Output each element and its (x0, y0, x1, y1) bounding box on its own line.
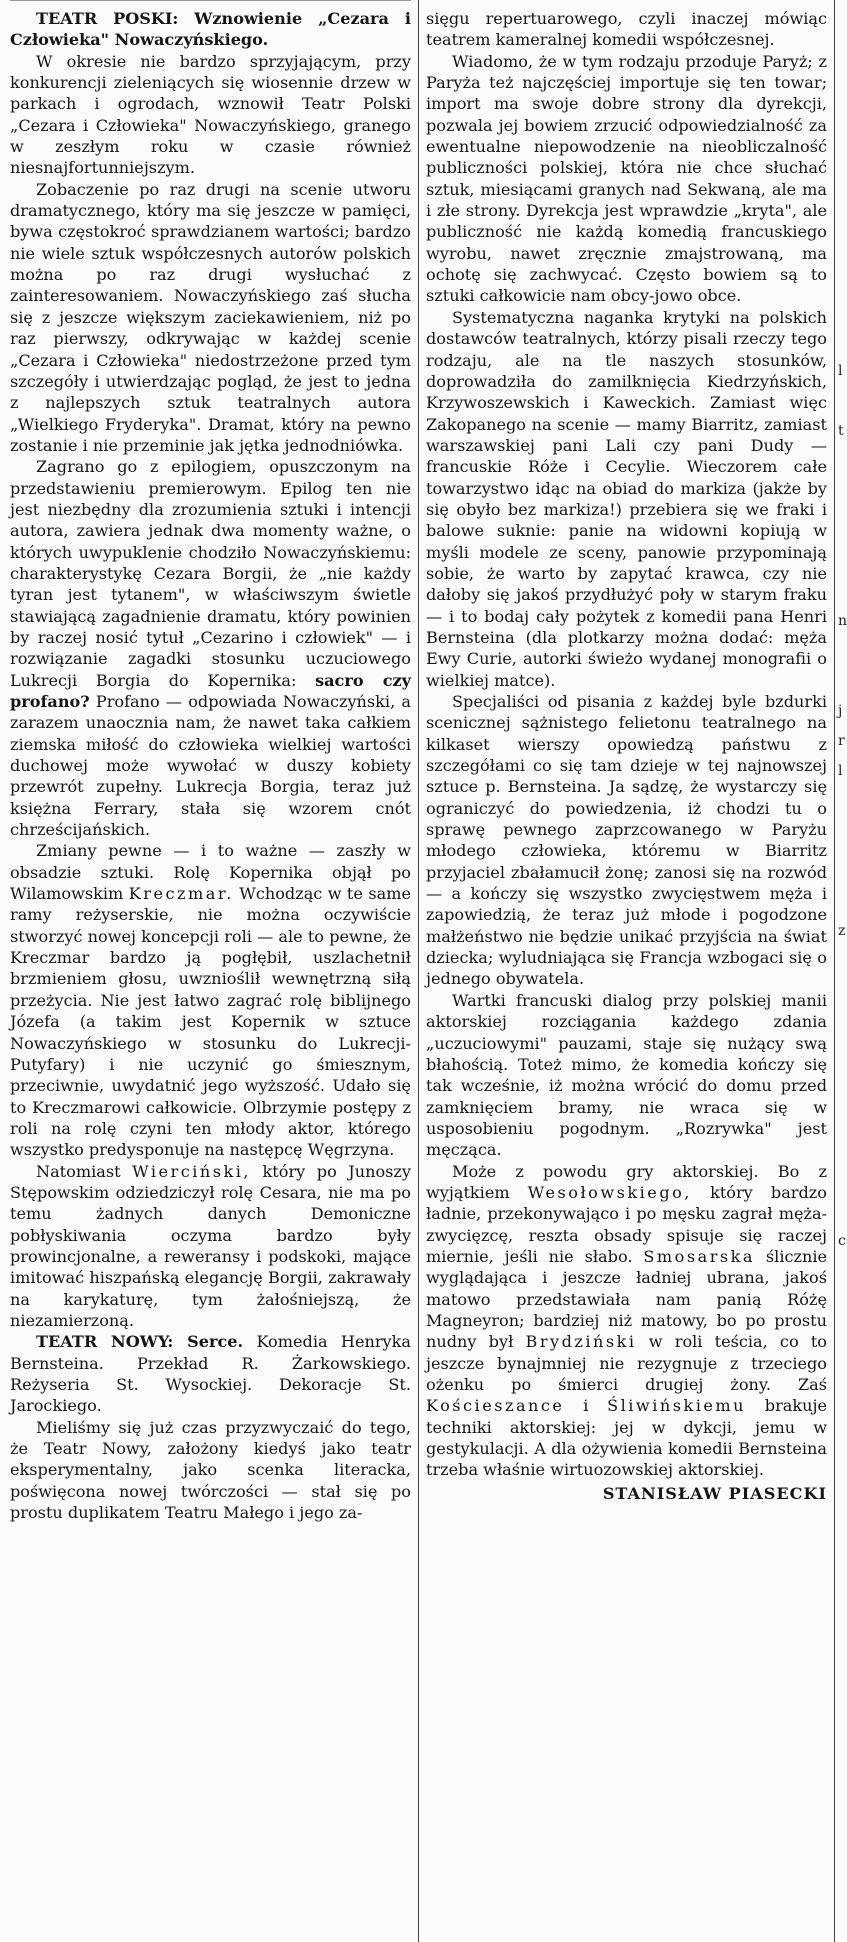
text-run: który bardzo ładnie, przekonywająco i po męsku zagrał męża-zwycięzcę, reszta obsady spisuje się raczej miernie, jeśli nie słabo. (426, 1182, 827, 1266)
edge-letter: c (838, 1233, 846, 1249)
actor-name: Wesołowskiego, (527, 1182, 692, 1202)
paragraph (10, 1161, 411, 1332)
paragraph (426, 1161, 827, 1481)
text-run: ślicznie wyglądająca i jeszcze ładniej ubrana, jakoś matowo przedstawiała nam panią Różę Magneyron; bardziej niż matowy, bo po prostu nudny był (426, 1246, 827, 1352)
edge-letter: z (838, 923, 846, 939)
text-run: Może z powodu gry aktorskiej. Bo z wyjątkiem (426, 1161, 827, 1202)
paragraph: Wiadomo, że w tym rodzaju przoduje Paryż; z Paryża też najczęściej importuje się ten towar; import ma swoje dobre strony dla dyrekcji, pozwala jej bowiem zrzucić odpowiedzialność za ewentualne niepowodzenie na nieobliczalność publiczności polskiej, która nie chce słuchać sztuk, miesiącami granych nad Sekwaną, ale ma i złe strony. Dyrekcja jest wprawdzie „kryta", ale publiczność nie każdą komedią francuskiego wyrobu, nawet zręcznie zmajstrowaną, ma ochotę się zachwycać. Często bowiem są to sztuki całkowicie nam obcy-jowo obce. (426, 51, 827, 306)
text-run: Zmiany pewne — i to ważne — zaszły w obsadzie sztuki. Rolę Kopernika objął po Wilamowskim (10, 841, 411, 904)
heading-bold: TEATR NOWY: Serce. (36, 1332, 244, 1352)
paragraph: W okresie nie bardzo sprzyjającym, przy konkurencji zieleniących się wiosennie drzew w parkach i ogrodach, wznowił Teatr Polski „Cezara i Człowieka" Nowaczyńskiego, granego w zeszłym roku w czasie również niesnajfortunniejszym. (10, 51, 411, 178)
paragraph (10, 456, 411, 840)
bold-phrase: sacro czy profano? (10, 670, 411, 711)
text-run: Komedia Henryka Bernsteina. Przekład R. Żarkowskiego. Reżyseria St. Wysockiej. Dekoracje St. Jarockiego. (10, 1332, 411, 1416)
paragraph (10, 840, 411, 1160)
edge-letter: l (838, 363, 843, 379)
column-divider (418, 0, 419, 1942)
right-column (426, 8, 827, 1936)
adjacent-column-fragment (838, 0, 847, 1942)
text-run: i (564, 1396, 608, 1416)
actor-name: Brydziński (525, 1332, 637, 1352)
text-run: Zagrano go z epilogiem, opuszczonym na przedstawieniu premierowym. Epilog ten nie jest niezbędny dla zrozumienia sztuki i intencji autora, zawiera jednak dwa momenty ważne, o których uwypuklenie chodziło Nowaczyńskiemu: charakterystykę Cezara Borgii, że „nie każdy tyran jest tytanem", w właściwszym świetle stawiającą zagadnienie dramatu, który powinien by raczej nosić tytuł „Cezarino i człowiek" — i rozwiązanie zagadki stosunku uczuciowego Lukrecji Borgia do Kopernika: (10, 457, 411, 690)
top-rule (10, 0, 411, 1)
text-run: brakuje techniki aktorskiej: jej w dykcji, jemu w gestykulacji. A dla ożywienia komedii Bernsteina trzeba właśnie wirtuozowskiej aktorskiej. (426, 1396, 827, 1480)
paragraph: Mieliśmy się już czas przyzwyczaić do tego, że Teatr Nowy, założony kiedyś jako teatr eksperymentalny, jako scenka literacka, poświęcona nowej twórczości — stał się po prostu duplikatem Teatru Małego i jego za- (10, 1417, 411, 1523)
left-column (10, 8, 411, 1936)
edge-letter: l (838, 763, 843, 779)
text-run: Profano — odpowiada Nowaczyński, a zarazem unaocznia nam, że nawet taka całkiem ziemska miłość do człowieka wielkiej wartości duchowej może wywołać w duszy kobiety przewrót zupełny. Lukrecja Borgia, teraz już księżna Ferrary, stała się wzorem cnót chrześcijańskich. (10, 692, 411, 840)
edge-letter: r (838, 733, 845, 749)
actor-name: Śliwińskiemu (607, 1396, 747, 1416)
actor-name: Wierciński, (132, 1161, 252, 1181)
edge-letter: t (838, 423, 844, 439)
text-run: Natomiast (36, 1161, 133, 1181)
paragraph: sięgu repertuarowego, czyli inaczej mówiąc teatrem kameralnej komedii współczesnej. (426, 9, 827, 50)
actor-name: Kreczmar. (128, 884, 234, 904)
edge-letter: n (838, 613, 847, 629)
paragraph: Specjaliści od pisania z każdej byle bzdurki scenicznej sążnistego felietonu teatralnego na kilkaset wierszy opowiedzą państwu z szczegółami co się tam dzieje w tej najnowszej sztuce p. Bernsteina. Ja sądzę, że wystarczy się ograniczyć do powiedzenia, iż chodzi tu o sprawę pewnego zaprzcowanego w Paryżu młodego człowieka, któremu w Biarritz przyjaciel zbałamucił żonę; zanosi się na rozwód — a kończy się wszystko zwycięstwem męża i zapowiedzią, że teraz już młode i pogodzone małżeństwo nie będzie unikać przyjścia na świat dziecka; wyludniająca się Francja wzbogaci się o jednego obywatela. (426, 692, 827, 989)
text-run: w roli teścia, co to jeszcze bynajmniej nie rezygnuje z trzeciego ożenku po śmierci drugiej żony. Zaś (426, 1332, 827, 1394)
text-run: Wchodząc w te same ramy reżyserskie, nie można oczywiście stworzyć nowej koncepcji roli — ale to pewne, że Kreczmar bardzo ją pogłębił, uszlachetnił brzmieniem głosu, uwznioślił wewnętrzną siłą przeżycia. Nie jest łatwo zagrać rolę biblijnego Józefa (a takim jest Kopernik w sztuce Nowaczyńskiego w stosunku do Lukrecji-Putyfary) i nie uczynić go śmiesznym, przeciwnie, uwydatnić jego wyższość. Udało się to Kreczmarowi całkowicie. Olbrzymie postępy z roli na rolę czyni ten młody aktor, którego wszystko predysponuje na następcę Węgrzyna. (10, 884, 411, 1160)
paragraph: Zobaczenie po raz drugi na scenie utworu dramatycznego, który ma się jeszcze w pamięci, bywa częstokroć sprawdzianem wartości; bardzo nie wiele sztuk współczesnych autorów polskich można po raz drugi wysłuchać z zainteresowaniem. Nowaczyńskiego zaś słucha się z jeszcze większym zaciekawieniem, niż po raz pierwszy, odkrywając w każdej scenie „Cezara i Człowieka" niedostrzeżone przed tym szczegóły i utwierdzając pogląd, że jest to jedna z najlepszych sztuk teatralnych autora „Wielkiego Fryderyka". Dramat, który na pewno zostanie i nie przeminie jak jętka jednodniówka. (10, 179, 411, 455)
text-run: który po Junoszy Stępowskim odziedziczył rolę Cesara, nie ma po temu żadnych danych Demoniczne pobłyskiwania oczyma bardzo były prowincjonalne, a reweransy i podskoki, mające imitować hiszpańską elegancję Borgii, zakrawały na karykaturę, tym żałośniejszą, że niezamierzoną. (10, 1161, 411, 1330)
actor-name: Kościeszance (426, 1396, 565, 1416)
column-divider (834, 0, 835, 1942)
edge-letter: j (838, 703, 843, 719)
author-signature: STANISŁAW PIASECKI (602, 1483, 827, 1503)
teatr-polski-heading: TEATR POSKI: Wznowienie „Cezara i Człowieka" Nowaczyńskiego. (10, 9, 411, 50)
paragraph: Systematyczna naganka krytyki na polskich dostawców teatralnych, którzy pisali rzeczy tego rodzaju, ale na tle naszych stosunków, doprowadziła do zamilknięcia Kiedrzyńskich, Krzywoszewskich i Kaweckich. Zamiast więc Zakopanego na scenie — mamy Biarritz, zamiast warszawskiej pani Lali czy pani Dudy — francuskie Róże i Cecylie. Wieczorem całe towarzystwo idąc na obiad do markiza (jakże by się obyło bez markiza!) przebiera się we fraki i balowe suknie: panie na widowni kopiują w myśli modele ze sceny, panowie przypominają sobie, że warto by zapytać krawca, czy nie dałoby się jakoś przydłużyć poły w starym fraku — i to bodaj cały pożytek z komedii pana Henri Bernsteina (dla plotkarzy można dodać: męża Ewy Curie, autorki świeżo wydanej monografii o wielkiej matce). (426, 307, 827, 690)
paragraph: Wartki francuski dialog przy polskiej manii aktorskiej rozciągania każdego zdania „uczuciowymi" pauzami, staje się nużący swą błahością. Toteż mimo, że komedia kończy się tak wcześnie, iż można wrócić do domu przed zamknięciem bramy, nie wraca się w usposobieniu pogodnym. „Rozrywka" jest męcząca. (426, 990, 827, 1160)
teatr-nowy-heading (10, 1331, 411, 1416)
actor-name: Smosarska (643, 1246, 756, 1266)
